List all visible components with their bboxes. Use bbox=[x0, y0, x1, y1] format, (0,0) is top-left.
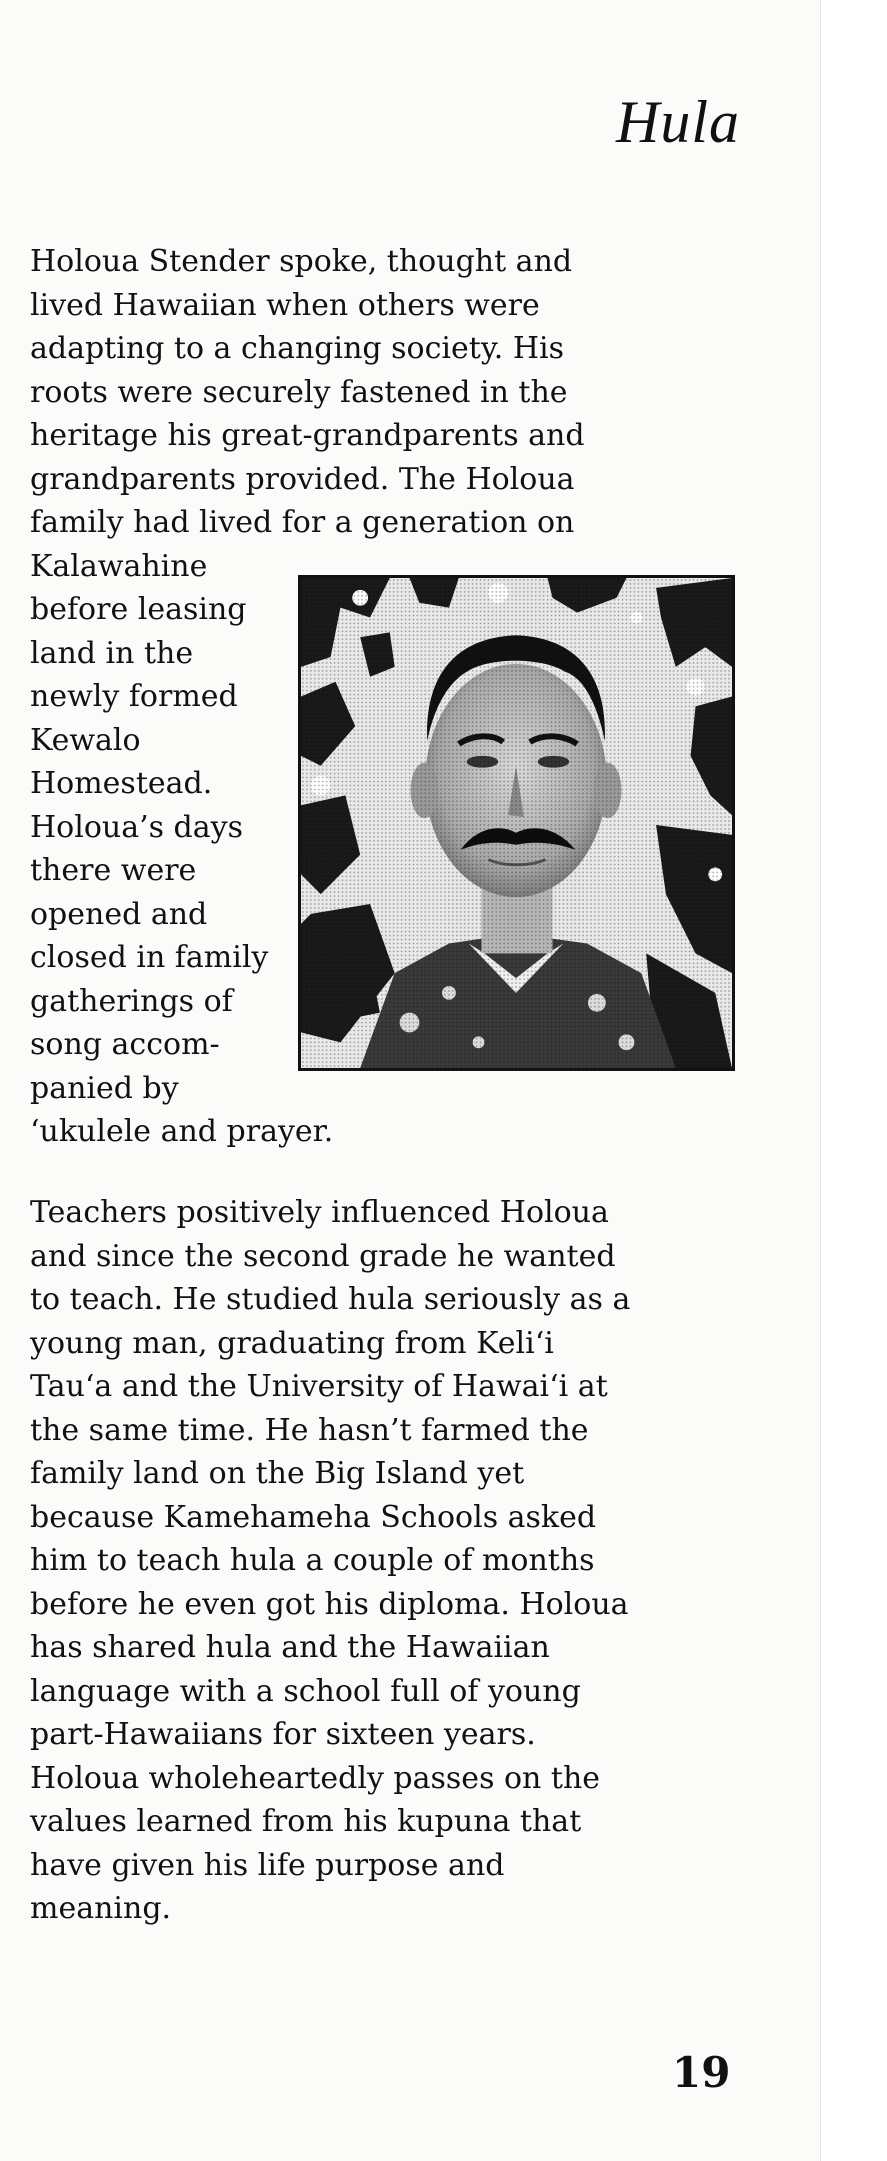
text-line: to teach. He studied hula seriously as a bbox=[30, 1282, 631, 1317]
portrait-photo-graphic bbox=[301, 578, 732, 1068]
text-line: language with a school full of young bbox=[30, 1673, 581, 1709]
text-line: there were bbox=[30, 853, 197, 888]
portrait-photo bbox=[298, 575, 735, 1071]
text-line: song accom- bbox=[30, 1027, 220, 1062]
text-line: part-Hawaiians for sixteen years. bbox=[30, 1717, 536, 1752]
text-line: Teachers positively influenced Holoua bbox=[30, 1195, 609, 1230]
text-line: opened and bbox=[30, 896, 208, 932]
page-number: 19 bbox=[672, 2048, 731, 2097]
text-line: him to teach hula a couple of months bbox=[30, 1543, 595, 1578]
text-line: because Kamehameha Schools asked bbox=[30, 1499, 597, 1535]
text-line: land in the bbox=[30, 635, 194, 671]
text-line: panied by bbox=[30, 1070, 179, 1106]
text-line: Kalawahine bbox=[30, 548, 208, 584]
text-line: closed in family bbox=[30, 940, 269, 975]
text-line: roots were securely fastened in the bbox=[30, 374, 568, 410]
text-line: values learned from his kupuna that bbox=[30, 1804, 582, 1839]
text-line: before leasing bbox=[30, 592, 247, 627]
paragraph-teaching bbox=[30, 1191, 630, 1931]
text-line: Holoua’s days bbox=[30, 809, 243, 845]
page-title: Hula bbox=[616, 89, 740, 155]
text-line: heritage his great-grandparents and bbox=[30, 418, 585, 453]
text-line: lived Hawaiian when others were bbox=[30, 287, 540, 323]
text-line: Homestead. bbox=[30, 766, 213, 801]
text-line: has shared hula and the Hawaiian bbox=[30, 1630, 550, 1665]
text-line: young man, graduating from Keli‘i bbox=[30, 1325, 554, 1361]
text-line: Holoua wholeheartedly passes on the bbox=[30, 1760, 601, 1796]
text-line: grandparents provided. The Holoua bbox=[30, 461, 575, 497]
text-line: the same time. He hasn’t farmed the bbox=[30, 1412, 589, 1448]
text-line: newly formed bbox=[30, 679, 238, 714]
text-line: family had lived for a generation on bbox=[30, 505, 575, 540]
text-line: ‘ukulele and prayer. bbox=[30, 1114, 334, 1149]
text-line: meaning. bbox=[30, 1891, 172, 1926]
text-line: Holoua Stender spoke, thought and bbox=[30, 244, 573, 279]
text-line: gatherings of bbox=[30, 983, 233, 1019]
text-line: have given his life purpose and bbox=[30, 1847, 505, 1883]
text-line: adapting to a changing society. His bbox=[30, 331, 565, 366]
text-line: before he even got his diploma. Holoua bbox=[30, 1586, 629, 1622]
text-line: and since the second grade he wanted bbox=[30, 1238, 616, 1274]
text-line: Tau‘a and the University of Hawai‘i at bbox=[30, 1369, 608, 1404]
text-line: Kewalo bbox=[30, 722, 141, 758]
text-line: family land on the Big Island yet bbox=[30, 1456, 525, 1491]
